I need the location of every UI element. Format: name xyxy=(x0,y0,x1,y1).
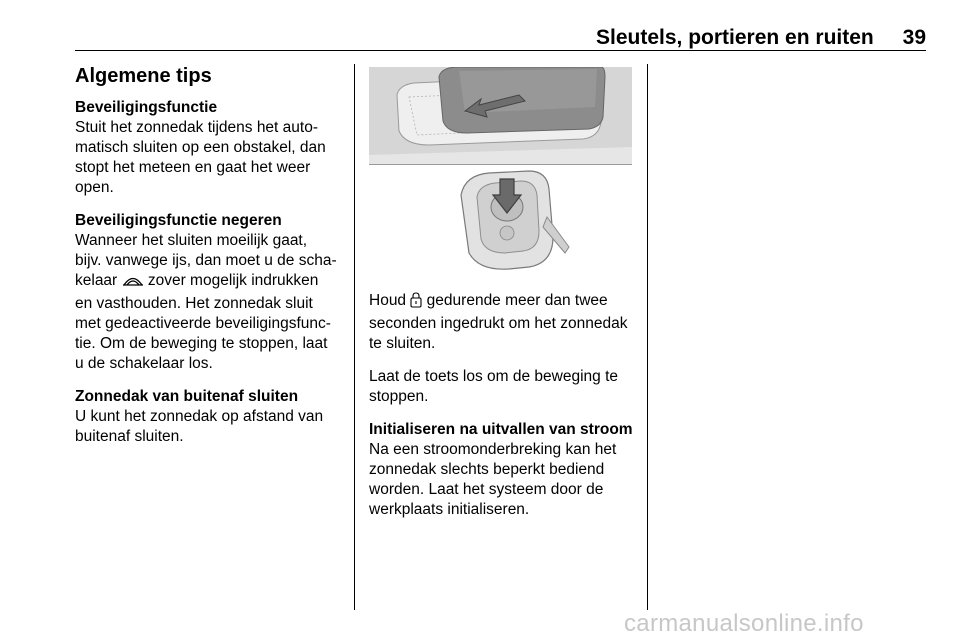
paragraph-hold-button: Houd gedurende meer dan twee seconden ingedrukt om het zonnedak te sluiten. xyxy=(369,292,628,352)
block-heading: Initialiseren na uitvallen van stroom xyxy=(369,421,633,438)
block-override-safety xyxy=(75,211,343,374)
block-body: Wanneer het sluiten moeilijk gaat, bijv. vanwege ijs, dan moet u de scha- kelaar zover mogelijk indrukken en vasthouden. Het zonnedak sluit met gedeactiveerde beveiligingsfunc- tie. Om de beweging te stoppen, laat u de schakelaar los. xyxy=(75,232,337,372)
sunroof-switch-icon xyxy=(122,274,144,294)
watermark: carmanualsonline.info xyxy=(624,610,864,637)
block-heading: Beveiligingsfunctie xyxy=(75,99,218,116)
column-divider-right xyxy=(647,64,648,610)
block-heading: Beveiligingsfunctie negeren xyxy=(75,212,282,229)
block-heading: Zonnedak van buitenaf sluiten xyxy=(75,388,299,405)
page-number: 39 xyxy=(902,26,926,49)
block-close-from-outside xyxy=(75,387,343,447)
block-body: Na een stroomonderbreking kan het zonnedak slechts beperkt bediend worden. Laat het systeem door de werkplaats initialiseren. xyxy=(369,441,617,518)
running-header-title: Sleutels, portieren en ruiten xyxy=(596,26,874,49)
section-heading: Algemene tips xyxy=(75,65,212,87)
block-initialise xyxy=(369,420,634,520)
header-rule xyxy=(75,50,926,51)
block-safety-function xyxy=(75,98,343,198)
column-divider-left xyxy=(354,64,355,610)
block-body: U kunt het zonnedak op afstand van buitenaf sluiten. xyxy=(75,408,324,445)
block-body: Stuit het zonnedak tijdens het auto- matisch sluiten op een obstakel, dan stopt het meteen en gaat het weer open. xyxy=(75,119,326,196)
left-column xyxy=(75,63,343,460)
key-lock-button-icon xyxy=(410,292,422,314)
sunroof-keyfob-illustration xyxy=(369,67,632,275)
paragraph-release-button: Laat de toets los om de beweging te stoppen. xyxy=(369,368,619,405)
right-column xyxy=(369,291,634,533)
